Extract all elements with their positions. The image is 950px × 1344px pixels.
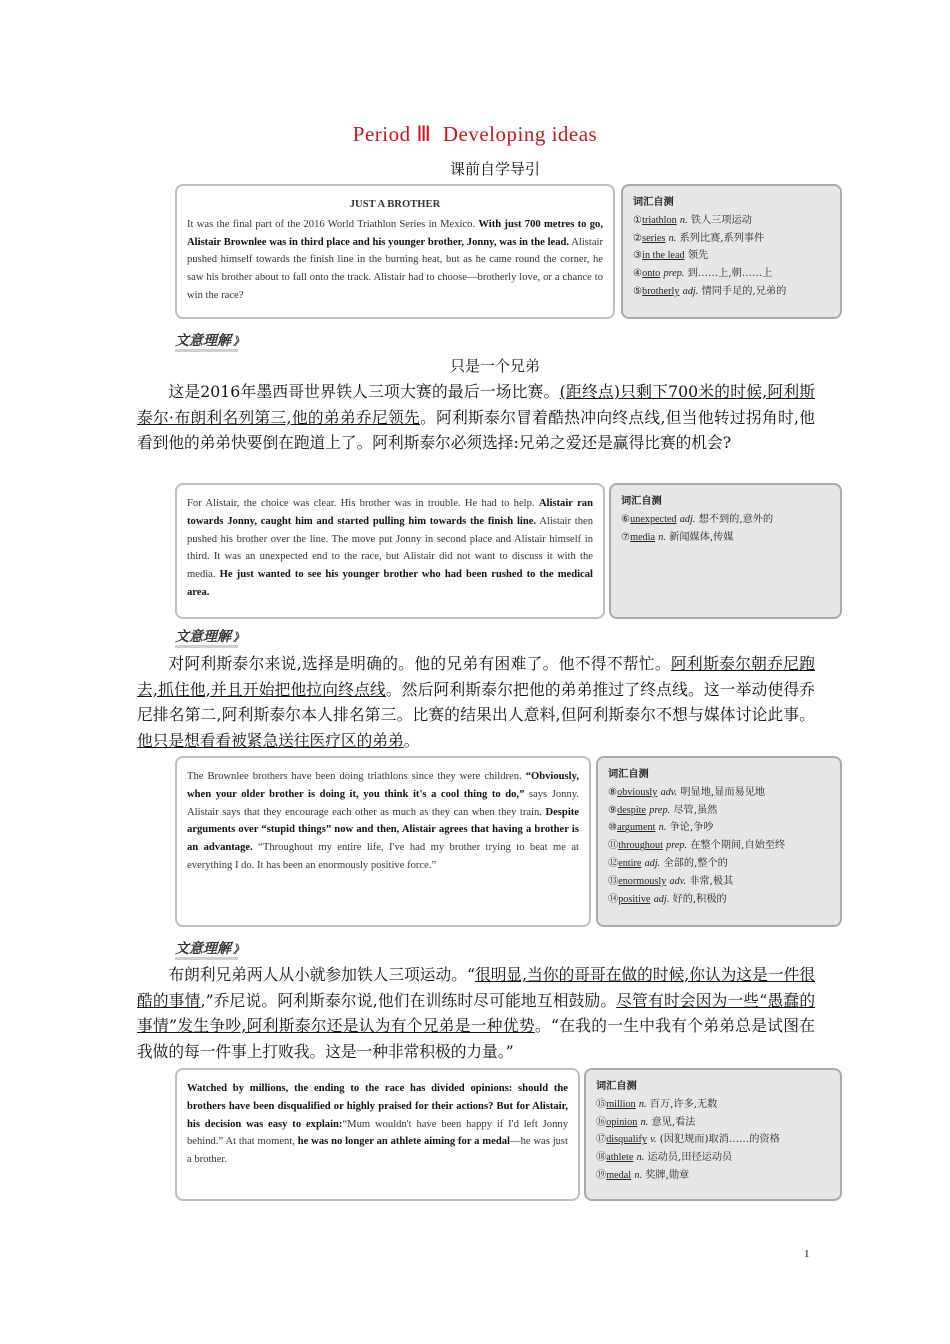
vocab-word: throughout [618,840,663,852]
vocab-num: ⑤ [633,285,643,297]
vocab-word: million [606,1098,636,1110]
vocab-title: 词汇自测 [596,1080,637,1092]
vocab-def: 到……上,朝……上 [687,268,773,280]
vocab-list [608,784,830,909]
vocab-box-1 [621,184,842,319]
vocab-pos: adj. [679,513,696,525]
passage-heading: JUST A BROTHER [349,199,441,210]
vocab-num: ⑧ [608,786,618,798]
passage-2-text: For Alistair, the choice was clear. His brother was in trouble. He had to help. Alistair ran towards Jonny, caught him and started pulling him towards the finish line. Alistair then pushed his brother over the line. The move put Jonny in second place and Alistair himself in third. It was an unexpected end to the race, but Alistair did not want to discuss it with the media. He just wanted to see his younger brother who had been rushed to the medical area. [187,498,594,598]
vocab-pos: prep. [663,268,685,280]
vocab-word: series [642,232,666,244]
vocab-item [608,802,830,820]
comprehension-label-2: 文意理解 》 [175,626,244,646]
vocab-item [633,247,830,265]
vocab-num: ⑬ [608,875,619,887]
vocab-item [596,1167,830,1185]
vocab-word: onto [642,268,661,280]
vocab-pos: adj. [682,285,699,297]
vocab-word: disqualify [606,1134,647,1146]
vocab-def: 百万,许多,无数 [649,1098,718,1110]
vocab-pos: n. [668,232,677,244]
vocab-pos: prep. [666,840,687,852]
vocab-num: ⑰ [596,1134,607,1146]
vocab-def: 运动员,田径运动员 [647,1152,733,1164]
vocab-item [596,1131,830,1149]
vocab-word: triathlon [642,214,677,226]
vocab-num: ⑦ [621,531,631,543]
vocab-title: 词汇自测 [621,495,662,507]
vocab-word: in the lead [642,250,685,262]
vocab-item [608,855,830,873]
vocab-item [621,529,830,547]
vocab-pos: n. [658,531,666,543]
vocab-word: enormously [618,875,667,887]
vocab-num: ⑪ [608,840,619,852]
page-number: 1 [804,1248,810,1260]
vocab-title: 词汇自测 [633,196,674,208]
vocab-pos: adv. [660,786,678,798]
vocab-pos: adj. [644,857,661,869]
vocab-list [633,212,830,301]
comprehension-label-1: 文意理解 》 [175,330,244,350]
vocab-num: ② [633,232,643,244]
vocab-word: obviously [617,786,658,798]
vocab-box-2 [609,483,842,619]
vocab-pos: v. [650,1134,657,1146]
vocab-def: 领先 [687,250,709,262]
vocab-item [608,873,830,891]
vocab-num: ⑯ [596,1116,607,1128]
vocab-def: 系列比赛,系列事件 [679,232,765,244]
vocab-def: 明显地,显而易见地 [680,786,766,798]
comprehension-label-3: 文意理解 》 [175,938,244,958]
vocab-num: ⑭ [608,893,619,905]
vocab-item [633,212,830,230]
passage-4 [175,1068,580,1201]
vocab-word: despite [617,804,646,816]
vocab-item [633,230,830,248]
vocab-item [621,511,830,529]
vocab-item [596,1149,830,1167]
vocab-def: (因犯规而)取消……的资格 [659,1134,780,1146]
vocab-num: ⑱ [596,1152,607,1164]
vocab-pos: adj. [653,893,670,905]
vocab-item [596,1096,830,1114]
vocab-def: 意见,看法 [651,1116,696,1128]
vocab-pos: n. [658,822,667,834]
translation-title: 只是一个兄弟 [449,357,540,375]
translation-2: 对阿利斯泰尔来说,选择是明确的。他的兄弟有困难了。他不得不帮忙。阿利斯泰尔朝乔尼跑去,抓住他,并且开始把他拉向终点线。然后阿利斯泰尔把他的弟弟推过了终点线。这一举动使得乔尼排名第二,阿利斯泰尔本人排名第三。比赛的结果出人意料,但阿利斯泰尔不想与媒体讨论此事。他只是想看看被紧急送往医疗区的弟弟。 [137,654,815,750]
vocab-def: 尽管,虽然 [673,804,718,816]
vocab-num: ⑲ [596,1169,607,1181]
passage-2 [175,483,605,619]
vocab-def: 新闻媒体,传媒 [669,531,734,543]
passage-3 [175,756,591,927]
vocab-pos: n. [679,214,688,226]
passage-1-text: It was the final part of the 2016 World Triathlon Series in Mexico. With just 700 metres to go, Alistair Brownlee was in third place and his younger brother, Jonny, was in the lead. Alistair pushed himself towards the finish line in the burning heat, but as he came round the corner, he saw his brother about to fall onto the track. Alistair had to choose—brotherly love, or a chance to win the race? [187,218,604,301]
vocab-num: ⑮ [596,1098,607,1110]
vocab-pos: n. [640,1116,649,1128]
translation-3: 布朗利兄弟两人从小就参加铁人三项运动。“很明显,当你的哥哥在做的时候,你认为这是一件很酷的事情,”乔尼说。阿利斯泰尔说,他们在训练时尽可能地互相鼓励。尽管有时会因为一些“愚蠢的事情”发生争吵,阿利斯泰尔还是认为有个兄弟是一种优势。“在我的一生中我有个弟弟总是试图在我做的每一件事上打败我。这是一种非常积极的力量。” [137,965,816,1061]
vocab-word: medal [606,1169,632,1181]
passage-1 [175,184,615,319]
vocab-def: 情同手足的,兄弟的 [701,285,787,297]
vocab-def: 想不到的,意外的 [698,513,774,525]
vocab-word: media [630,531,656,543]
vocab-box-3 [596,756,842,927]
vocab-word: positive [618,893,651,905]
vocab-item [633,265,830,283]
vocab-def: 非常,极其 [689,875,734,887]
page-title: Period Ⅲ Developing ideas [352,122,598,146]
vocab-def: 全部的,整个的 [663,857,728,869]
vocab-pos: n. [638,1098,647,1110]
vocab-item [633,283,830,301]
vocab-list [596,1096,830,1185]
passage-3-text: The Brownlee brothers have been doing triathlons since they were children. “Obviously, when your older brother is doing it, you think it's a cool thing to do,” says Jonny. Alistair says that they encourage each other as much as they can when they train. Despite arguments over “stupid things” now and then, Alistair agrees that having a brother is an advantage. “Throughout my entire life, I've had my brother trying to beat me at everything I do. It has been an enormously positive force.” [187,771,580,871]
vocab-item [596,1114,830,1132]
vocab-item [608,784,830,802]
vocab-item [608,837,830,855]
vocab-word: brotherly [642,285,680,297]
vocab-word: unexpected [630,513,677,525]
vocab-num: ③ [633,250,643,262]
vocab-num: ⑨ [608,804,618,816]
vocab-word: entire [618,857,642,869]
vocab-pos: n. [636,1152,645,1164]
vocab-def: 奖牌,勋章 [645,1169,690,1181]
vocab-num: ⑩ [608,822,618,834]
vocab-num: ① [633,214,643,226]
vocab-def: 铁人三项运动 [690,214,752,226]
vocab-num: ④ [633,268,643,280]
vocab-title: 词汇自测 [608,768,649,780]
passage-4-text: Watched by millions, the ending to the race has divided opinions: should the brothers have been disqualified or highly praised for their actions? But for Alistair, his decision was easy to explain:“Mum wouldn't have been happy if I'd left Jonny behind.” At that moment, he was no longer an athlete aiming for a medal—he was just a brother. [187,1083,568,1166]
vocab-word: argument [617,822,656,834]
vocab-list [621,511,830,547]
vocab-def: 争论,争吵 [669,822,714,834]
vocab-def: 在整个期间,自始至终 [690,840,786,852]
translation-1: 这是2016年墨西哥世界铁人三项大赛的最后一场比赛。(距终点)只剩下700米的时候,阿利斯泰尔·布朗利名列第三,他的弟弟乔尼领先。阿利斯泰尔冒着酷热冲向终点线,但当他转过拐角时,他看到他的弟弟快要倒在跑道上了。阿利斯泰尔必须选择:兄弟之爱还是赢得比赛的机会? [137,382,815,452]
vocab-def: 好的,积极的 [672,893,727,905]
vocab-pos: n. [634,1169,642,1181]
vocab-box-4 [584,1068,842,1201]
vocab-pos: prep. [649,804,671,816]
vocab-item [608,891,830,909]
vocab-pos: adv. [669,875,687,887]
vocab-item [608,819,830,837]
vocab-word: athlete [606,1152,634,1164]
page-subtitle: 课前自学导引 [449,160,540,178]
vocab-num: ⑫ [608,857,619,869]
vocab-word: opinion [606,1116,638,1128]
vocab-num: ⑥ [621,513,631,525]
